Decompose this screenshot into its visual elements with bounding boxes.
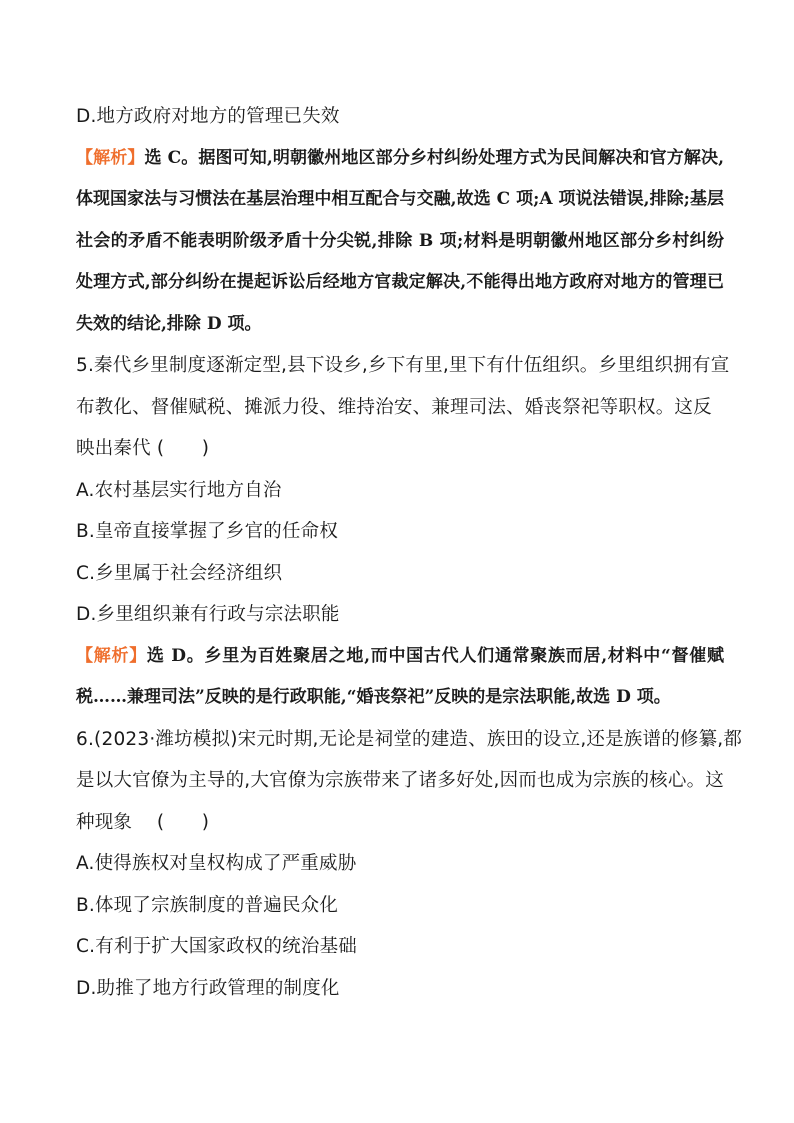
q6-stem-line-2: 是以大官僚为主导的,大官僚为宗族带来了诸多好处,因而也成为宗族的核心。这 bbox=[76, 770, 724, 791]
q5-stem-line-2: 布教化、督催赋税、摊派力役、维持治安、兼理司法、婚丧祭祀等职权。这反 bbox=[76, 396, 712, 418]
q5-option-c: C.乡里属于社会经济组织 bbox=[76, 562, 283, 584]
analysis-tag: 【解析】 bbox=[76, 645, 147, 666]
q4-analysis bbox=[76, 138, 724, 346]
q5-analysis bbox=[76, 636, 724, 719]
q6-stem-line-3: 种现象 ( ) bbox=[76, 811, 210, 833]
q5-option-d: D.乡里组织兼有行政与宗法职能 bbox=[76, 604, 340, 625]
question-6 bbox=[76, 719, 743, 1010]
q6-option-d: D.助推了地方行政管理的制度化 bbox=[76, 977, 340, 999]
q5-stem-line-3: 映出秦代 ( ) bbox=[76, 438, 210, 459]
question-5 bbox=[76, 345, 730, 636]
q5-option-a: A.农村基层实行地方自治 bbox=[76, 479, 282, 501]
q6-option-c: C.有利于扩大国家政权的统治基础 bbox=[76, 936, 357, 957]
q4-analysis-text: 选 C。据图可知,明朝徽州地区部分乡村纠纷处理方式为民间解决和官方解决,体现国家法与习惯法在基层治理中相互配合与交融,故选 C 项;A 项说法错误,排除;基层社会的矛盾不能表明阶级矛盾十分尖锐,排除 B 项;材料是明朝徽州地区部分乡村纠纷处理方式,部分纠纷在提起诉讼后经地方官裁定解决,不能得出地方政府对地方的管理已失效的结论,排除 D 项。 bbox=[76, 147, 724, 334]
q6-option-b: B.体现了宗族制度的普遍民众化 bbox=[76, 894, 339, 916]
q6-stem-line-1: 6.(2023·潍坊模拟)宋元时期,无论是祠堂的建造、族田的设立,还是族谱的修纂,都 bbox=[76, 728, 743, 750]
q5-analysis-text: 选 D。乡里为百姓聚居之地,而中国古代人们通常聚族而居,材料中“督催赋税……兼理司法”反映的是行政职能,“婚丧祭祀”反映的是宗法职能,故选 D 项。 bbox=[76, 645, 724, 707]
q5-option-b: B.皇帝直接掌握了乡官的任命权 bbox=[76, 521, 339, 542]
analysis-tag: 【解析】 bbox=[76, 147, 145, 168]
q6-option-a: A.使得族权对皇权构成了严重威胁 bbox=[76, 853, 357, 874]
q5-stem-line-1: 5.秦代乡里制度逐渐定型,县下设乡,乡下有里,里下有什伍组织。乡里组织拥有宣 bbox=[76, 355, 730, 376]
q4-option-d: D.地方政府对地方的管理已失效 bbox=[76, 106, 340, 127]
